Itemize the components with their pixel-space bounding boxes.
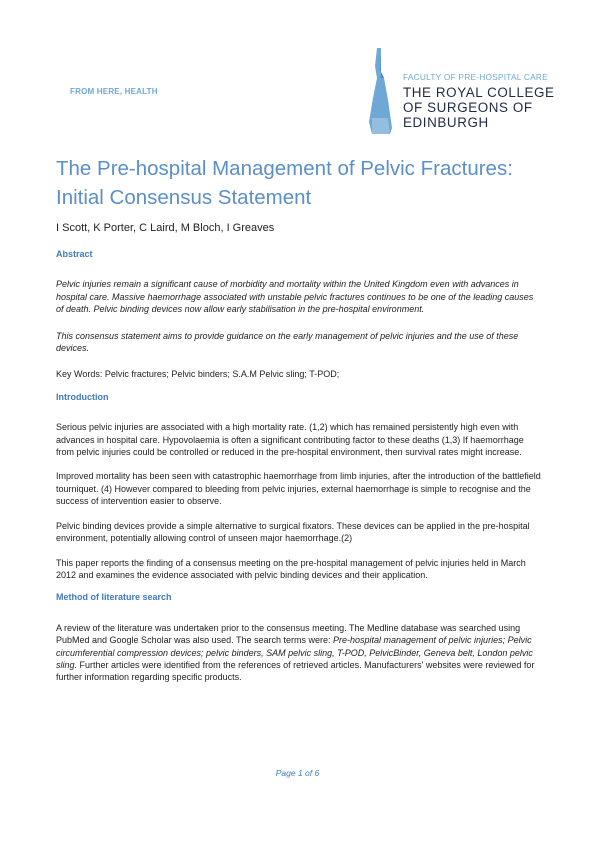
college-logo-icon — [368, 48, 392, 134]
paper-title-line-2: Initial Consensus Statement — [56, 186, 312, 209]
college-line-2: OF SURGEONS OF — [403, 100, 533, 115]
tagline: FROM HERE, HEALTH — [70, 87, 158, 96]
college-line-1: THE ROYAL COLLEGE — [403, 85, 555, 100]
introduction-paragraph-1: Serious pelvic injuries are associated with a high mortality rate. (1,2) which has remained persistently high even with advances in hospital care. Hypovolaemia is often a significant contributing factor to these deaths (1,3) If haemorrhage from pelvic injuries could be controlled or reduced in the pre-hospital environment, then survival rates might increase. — [56, 422, 524, 458]
abstract-paragraph-2: This consensus statement aims to provide guidance on the early management of pelvic injuries and the use of these devices. — [56, 330, 519, 354]
introduction-paragraph-4: This paper reports the finding of a consensus meeting on the pre-hospital management of pelvic injuries held in March 2012 and examines the evidence associated with pelvic binding devices and their application. — [56, 557, 526, 580]
college-line-3: EDINBURGH — [403, 115, 489, 130]
college-name — [403, 85, 555, 130]
faculty-name: FACULTY OF PRE-HOSPITAL CARE — [403, 72, 548, 82]
paper-title-line-1: The Pre-hospital Management of Pelvic Fractures: — [56, 157, 513, 180]
abstract-paragraph-1: Pelvic injuries remain a significant cause of morbidity and mortality within the United Kingdom even with advances in hospital care. Massive haemorrhage associated with unstable pelvic fractures continues to be one of the leading causes of death. Pelvic binding devices now allow early stabilisation in the pre-hospital environment. — [56, 279, 534, 315]
method-text-part-2: Further articles were identified from the references of retrieved articles. Manufacturers' websites were reviewed for further information regarding specific products. — [56, 659, 535, 683]
abstract-heading: Abstract — [56, 249, 93, 259]
authors: I Scott, K Porter, C Laird, M Bloch, I Greaves — [56, 222, 275, 234]
paper-title — [56, 154, 556, 212]
keywords: Key Words: Pelvic fractures; Pelvic binders; S.A.M Pelvic sling; T-POD; — [56, 369, 340, 380]
method-heading: Method of literature search — [56, 592, 172, 603]
method-paragraph-1 — [56, 622, 542, 684]
page-number: Page 1 of 6 — [275, 768, 320, 778]
introduction-paragraph-2: Improved mortality has been seen with catastrophic haemorrhage from limb injuries, after the introduction of the battlefield tourniquet. (4) However compared to bleeding from pelvic injuries, external haemorrhage is simple to recognise and the success of intervention easier to observe. — [56, 471, 541, 507]
method-text-part-1: A review of the literature was undertaken prior to the consensus meeting. The Medline database was searched using PubMed and Google Scholar was also used. The search terms were: — [56, 622, 521, 646]
introduction-paragraph-3: Pelvic binding devices provide a simple alternative to surgical fixators. These devices can be applied in the pre-hospital environment, potentially allowing control of unseen major haemorrhage.(2) — [56, 520, 530, 544]
method-search-terms: Pre-hospital management of pelvic injuries; Pelvic circumferential compression devices; pelvic binders, SAM pelvic sling, T-POD, PelvicBinder, Geneva belt, London pelvic sling. — [56, 635, 533, 670]
introduction-heading: Introduction — [56, 391, 109, 402]
paper-body — [56, 248, 542, 694]
